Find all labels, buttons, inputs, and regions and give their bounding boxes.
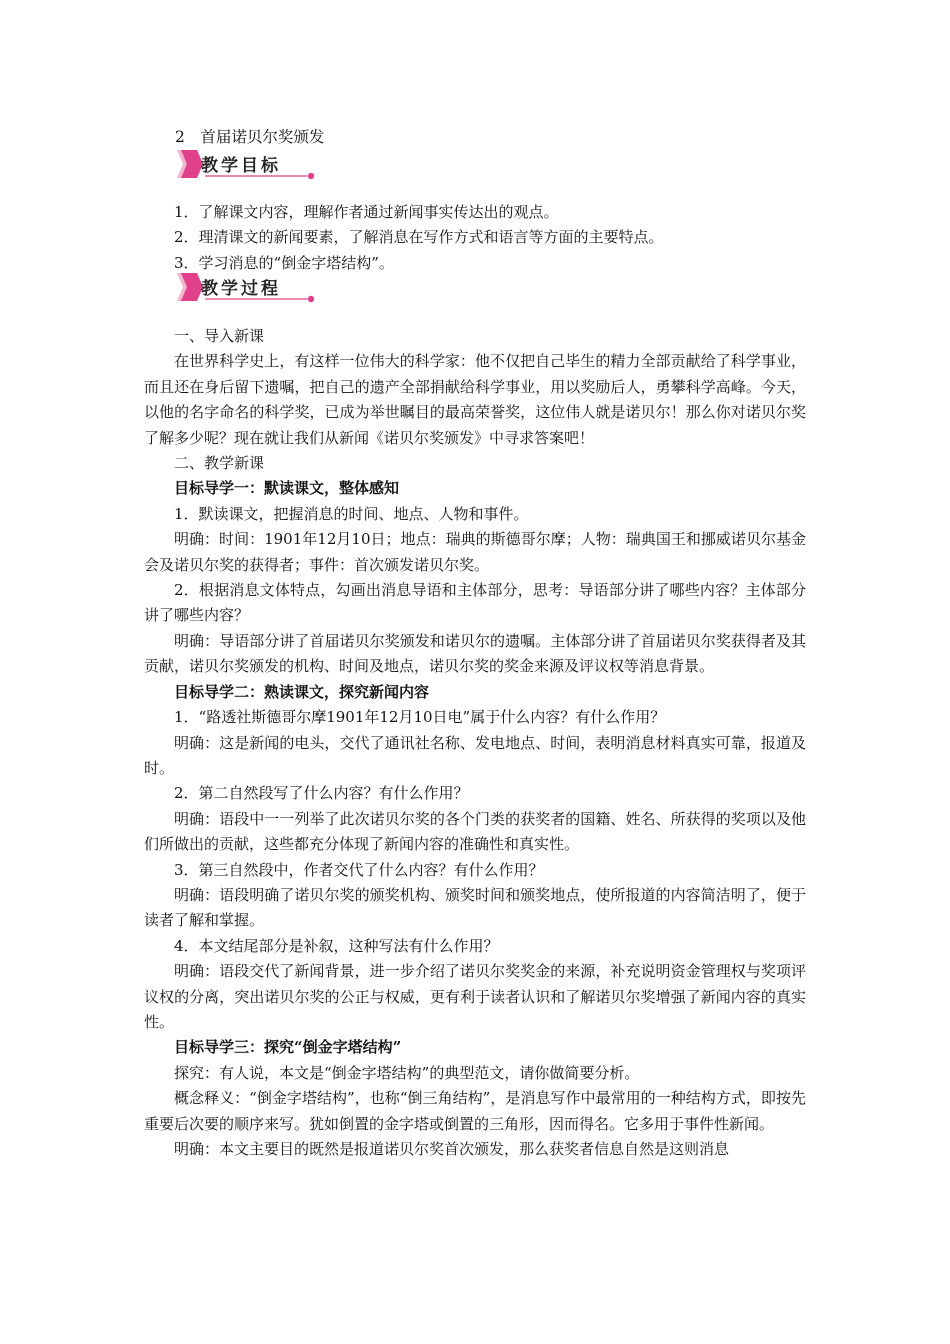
goal-guide-heading: 目标导学二：熟读课文，探究新闻内容	[174, 682, 430, 701]
goal-item: 1．了解课文内容，理解作者通过新闻事实传达出的观点。	[174, 203, 559, 221]
answer: 明确：语段明确了诺贝尔奖的颁奖机构、颁奖时间和颁奖地点，使所报道的内容简洁明了，便于读者了解和掌握。	[144, 885, 806, 930]
answer: 明确：语段中一一列举了此次诺贝尔奖的各个门类的获奖者的国籍、姓名、所获得的奖项以及他们所做出的贡献，这些都充分体现了新闻内容的准确性和真实性。	[144, 809, 806, 854]
answer: 明确：本文主要目的既然是报道诺贝尔奖首次颁发，那么获奖者信息自然是这则消息	[174, 1140, 730, 1158]
question: 2．第二自然段写了什么内容？有什么作用？	[174, 784, 469, 803]
question: 2．根据消息文体特点，勾画出消息导语和主体部分，思考：导语部分讲了哪些内容？主体部分讲了哪些内容？	[144, 581, 806, 625]
section-heading-goals	[175, 147, 325, 183]
process-body	[144, 324, 806, 1162]
paragraph: 在世界科学史上，有这样一位伟大的科学家：他不仅把自己毕生的精力全部贡献给了科学事业，而且还在身后留下遗嘱，把自己的遗产全部捐献给科学事业，用以奖励后人，勇攀科学高峰。今天，以他的名字命名的科学奖，已成为举世瞩目的最高荣誉奖，这位伟人就是诺贝尔！那么你对诺贝尔奖了解多少呢？现在就让我们从新闻《诺贝尔奖颁发》中寻求答案吧！	[144, 352, 806, 447]
answer: 明确：这是新闻的电头，交代了通讯社名称、发电地点、时间，表明消息材料真实可靠，报道及时。	[144, 733, 806, 777]
section-subtitle: 二、教学新课	[174, 454, 265, 473]
lesson-title: 2 首届诺贝尔奖颁发	[175, 128, 325, 146]
goals-list	[144, 200, 806, 276]
question: 3．第三自然段中，作者交代了什么内容？有什么作用？	[174, 860, 544, 879]
goal-guide-heading: 目标导学一：默读课文，整体感知	[174, 479, 400, 498]
section-subtitle: 一、导入新课	[174, 327, 265, 345]
section-heading-process-text: 教学过程	[201, 279, 281, 299]
question: 4．本文结尾部分是补叙，这种写法有什么作用？	[174, 936, 499, 955]
answer: 明确：时间：1901年12月10日；地点：瑞典的斯德哥尔摩；人物：瑞典国王和挪威诺贝尔基金会及诺贝尔奖的获得者；事件：首次颁发诺贝尔奖。	[144, 530, 806, 574]
question: 1．默读课文，把握消息的时间、地点、人物和事件。	[174, 504, 529, 523]
goal-item: 3．学习消息的“倒金字塔结构”。	[174, 253, 394, 272]
section-heading-process	[175, 270, 325, 306]
concept-explanation: 概念释义：“倒金字塔结构”，也称“倒三角结构”，是消息写作中最常用的一种结构方式，即按先重要后次要的顺序来写。犹如倒置的金字塔或倒置的三角形，因而得名。它多用于事件性新闻。	[144, 1089, 806, 1133]
section-heading-goals-text: 教学目标	[201, 156, 281, 176]
answer: 明确：语段交代了新闻背景，进一步介绍了诺贝尔奖奖金的来源，补充说明资金管理权与奖项评议权的分离，突出诺贝尔奖的公正与权威，更有利于读者认识和了解诺贝尔奖增强了新闻内容的真实性。	[144, 962, 806, 1031]
goal-guide-heading: 目标导学三：探究“倒金字塔结构”	[174, 1038, 402, 1057]
answer: 明确：导语部分讲了首届诺贝尔奖颁发和诺贝尔的遗嘱。主体部分讲了首届诺贝尔奖获得者及其贡献，诺贝尔奖颁发的机构、时间及地点，诺贝尔奖的奖金来源及评议权等消息背景。	[144, 631, 806, 676]
question: 1．“路透社斯德哥尔摩1901年12月10日电”属于什么内容？有什么作用？	[174, 708, 666, 727]
question: 探究：有人说，本文是“倒金字塔结构”的典型范文，请你做简要分析。	[174, 1063, 640, 1082]
goal-item: 2．理清课文的新闻要素，了解消息在写作方式和语言等方面的主要特点。	[174, 228, 664, 247]
